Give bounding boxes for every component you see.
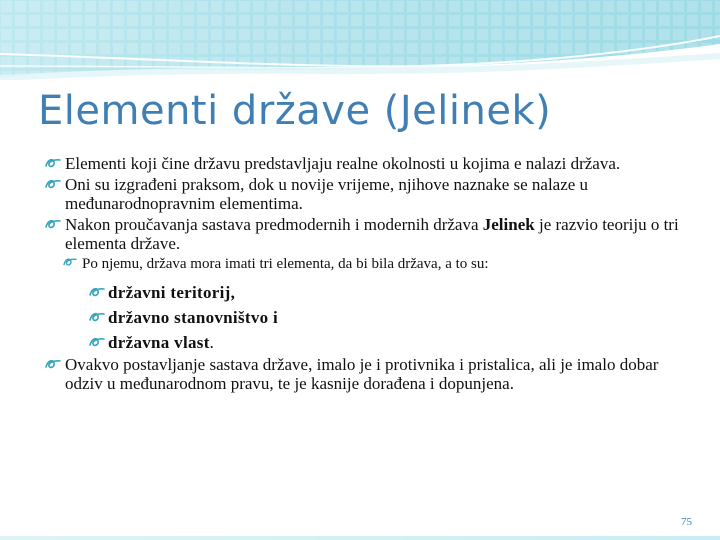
cursive-curl-icon: [44, 177, 62, 191]
element-name: državna vlast: [108, 333, 210, 352]
sub-bullet-text: Po njemu, država mora imati tri elementa, da bi bila država, a to su:: [82, 256, 489, 272]
cursive-curl-icon: [88, 310, 106, 324]
cursive-curl-icon: [88, 285, 106, 299]
bottom-divider: [0, 536, 720, 540]
header-banner: [0, 0, 720, 80]
element-name: državno stanovništvo: [108, 308, 269, 327]
element-item: [88, 308, 684, 327]
bullet-item: [44, 175, 684, 213]
cursive-curl-icon: [44, 357, 62, 371]
cursive-curl-icon: [88, 335, 106, 349]
cursive-curl-icon: [44, 156, 62, 170]
bullet-text: Oni su izgrađeni praksom, dok u novije vrijeme, njihove naznake se nalaze u međunarodnopravnim elementima.: [65, 175, 589, 213]
bullet-item: [44, 154, 684, 173]
element-punct: .: [209, 333, 215, 352]
slide-content: [44, 154, 684, 395]
bullet-item: [44, 355, 684, 393]
sub-bullet-item: [62, 255, 684, 274]
bullet-text: Elementi koji čine državu predstavljaju realne okolnosti u kojima e nalazi država.: [65, 154, 621, 173]
slide-title: Elementi države (Jelinek): [38, 88, 552, 134]
element-item: [88, 333, 684, 352]
element-name: državni teritorij: [108, 283, 231, 302]
bullet-text: Ovakvo postavljanje sastava države, imalo je i protivnika i pristalica, ali je imalo dobar odziv u međunarodnom pravu, te je kasnije dorađena i dopunjena.: [65, 355, 659, 393]
bullet-text-suffix: je razvio teoriju o tri elementa države.: [65, 215, 679, 253]
bullet-text-emphasis: Jelinek: [482, 215, 535, 234]
cursive-curl-icon: [62, 256, 78, 268]
page-number: 75: [681, 516, 692, 528]
element-punct: i: [268, 308, 279, 327]
bullet-item: [44, 215, 684, 253]
element-punct: ,: [230, 283, 236, 302]
cursive-curl-icon: [44, 217, 62, 231]
element-item: [88, 283, 684, 302]
bullet-text-prefix: Nakon proučavanja sastava predmodernih i modernih država: [65, 215, 483, 234]
